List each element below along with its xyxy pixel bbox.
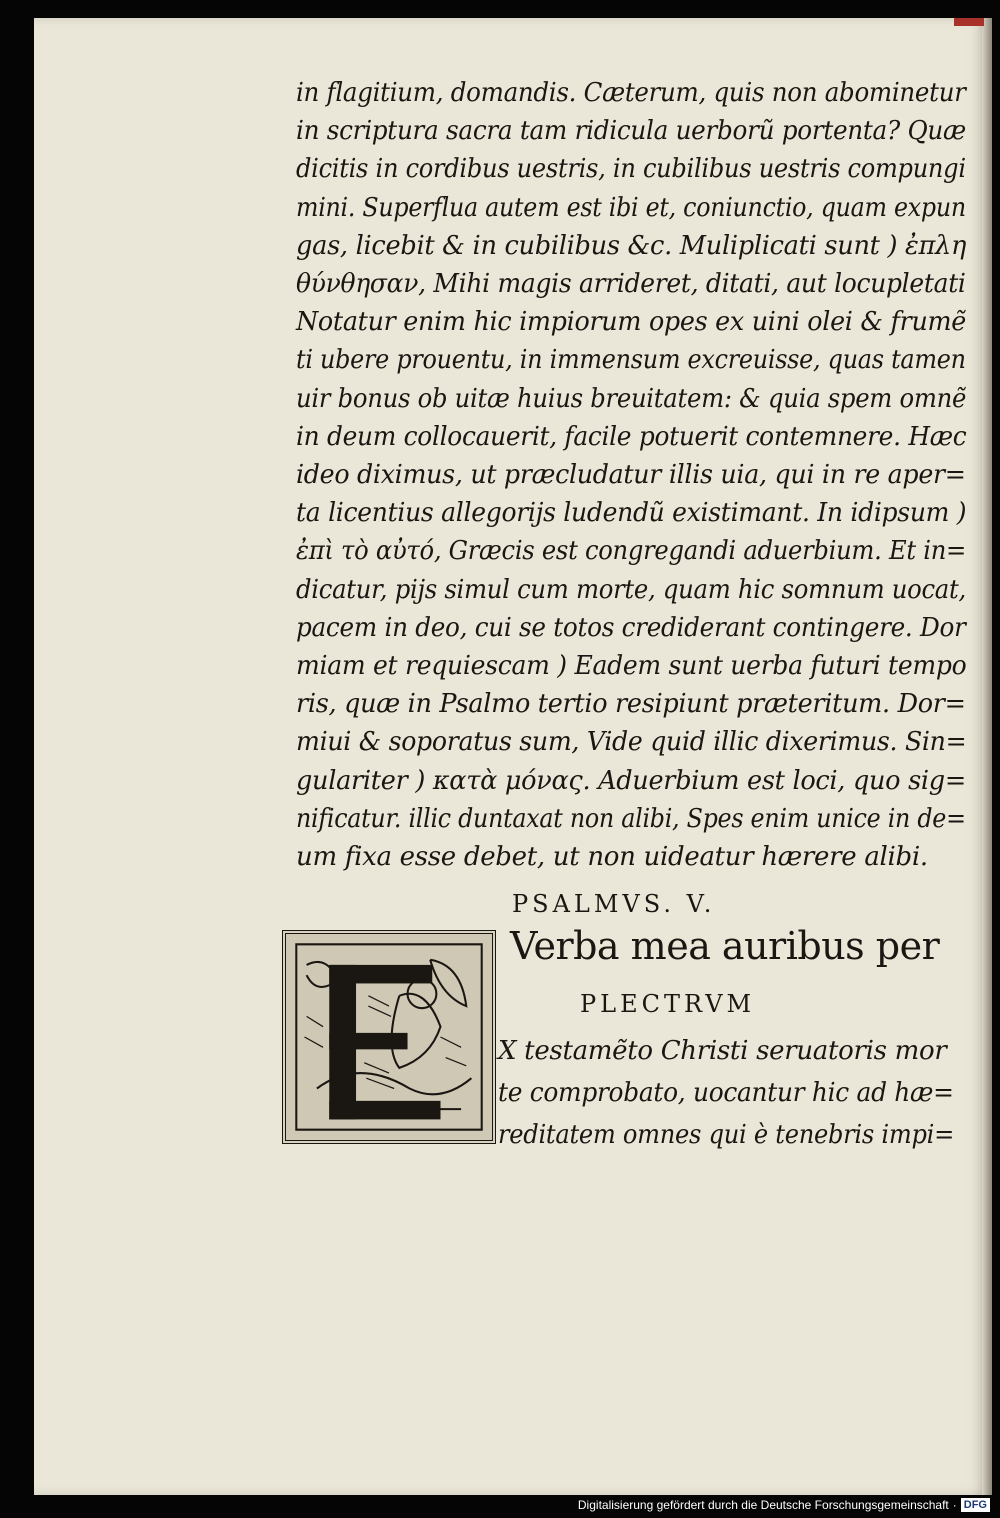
- section-line: reditatem omnes qui è tenebris impi=: [498, 1120, 955, 1150]
- bookmark-tab: [954, 18, 984, 26]
- text-line: ta licentius allegorijs ludendũ existimant. In idipsum ): [296, 498, 967, 529]
- section-line: te comprobato, uocantur hic ad hæ=: [498, 1078, 954, 1108]
- text-line: um fixa esse debet, ut non uideatur hærere alibi.: [296, 842, 928, 872]
- section-heading: PLECTRVM: [580, 990, 756, 1018]
- text-line: dicitis in cordibus uestris, in cubilibus uestris compungi: [296, 154, 966, 185]
- text-line: in scriptura sacra tam ridicula uerborũ portenta? Quæ: [296, 116, 966, 147]
- text-line: in flagitium, domandis. Cæterum, quis non abominetur: [296, 78, 966, 108]
- verse-incipit: Verba mea auribus per: [510, 924, 940, 968]
- section-line: X testamẽto Christi seruatoris mor: [498, 1036, 947, 1066]
- text-line: mini. Superflua autem est ibi et, coniunctio, quam expun: [296, 192, 966, 223]
- text-line: nificatur. illic duntaxat non alibi, Spes enim unice in de=: [296, 803, 966, 834]
- text-line: θύνθησαν, Mihi magis arrideret, ditati, aut locupletati: [296, 269, 966, 299]
- text-line: gulariter ) κατὰ μόνας. Aduerbium est loci, quo sig=: [296, 765, 966, 796]
- text-line: dicatur, pijs simul cum morte, quam hic somnum uocat,: [296, 574, 966, 605]
- text-line: miam et requiescam ) Eadem sunt uerba futuri tempo: [296, 651, 967, 681]
- text-line: Notatur enim hic impiorum opes ex uini olei & frumẽ: [296, 307, 967, 338]
- text-line: ris, quæ in Psalmo tertio resipiunt præteritum. Dor=: [296, 689, 966, 720]
- text-line: uir bonus ob uitæ huius breuitatem: & quia spem omnẽ: [296, 383, 967, 414]
- psalm-heading: PSALMVS. V.: [512, 890, 716, 918]
- book-page: [34, 18, 992, 1495]
- woodcut-initial-e: [282, 930, 496, 1144]
- footer-credit: Digitalisierung gefördert durch die Deutsche Forschungsgemeinschaft: [577, 1498, 949, 1512]
- text-line: gas, licebit & in cubilibus &c. Muliplicati sunt ) ἐπλη: [296, 230, 967, 261]
- digitization-footer: Digitalisierung gefördert durch die Deutsche Forschungsgemeinschaft · DFG: [578, 1496, 990, 1514]
- text-line: in deum collocauerit, facile potuerit contemnere. Hæc: [296, 421, 967, 452]
- text-line: ti ubere prouentu, in immensum excreuisse, quas tamen: [296, 345, 966, 376]
- text-line: ideo diximus, ut præcludatur illis uia, qui in re aper=: [296, 460, 966, 490]
- page-spine-shadow: [982, 18, 992, 1495]
- text-line: ἐπὶ τὸ αὐτό, Græcis est congregandi aduerbium. Et in=: [296, 536, 967, 567]
- text-line: miui & soporatus sum, Vide quid illic dixerimus. Sin=: [296, 727, 967, 758]
- dfg-logo: DFG: [961, 1498, 990, 1512]
- woodcut-initial-e-image: [286, 934, 492, 1140]
- text-line: pacem in deo, cui se totos crediderant contingere. Dor: [296, 612, 966, 643]
